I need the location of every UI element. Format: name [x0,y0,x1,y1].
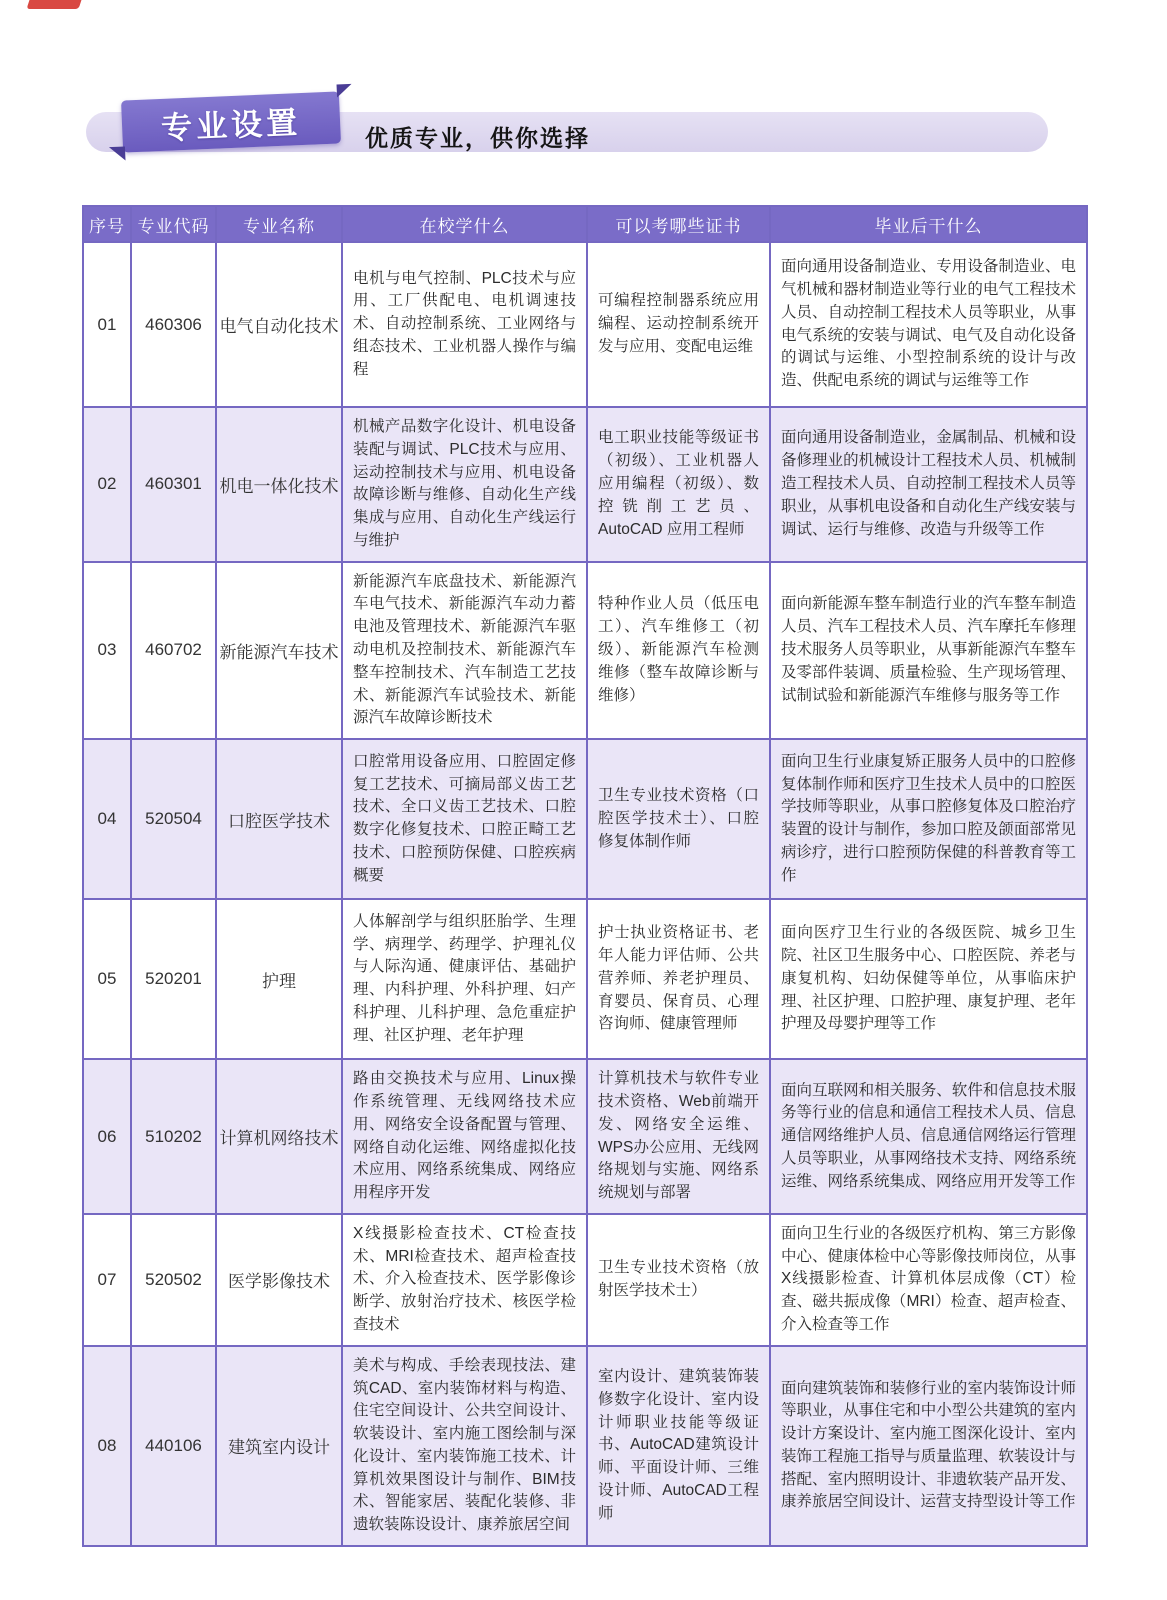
header-learn: 在校学什么 [342,206,587,242]
table-row [83,1346,1087,1546]
majors-table [82,205,1088,1547]
major-name-cell: 计算机网络技术 [216,1059,342,1214]
certs-cell: 特种作业人员（低压电工）、汽车维修工（初级）、新能源汽车检测维修（整车故障诊断与维修） [587,562,770,739]
code-cell: 440106 [131,1346,216,1546]
after-cell: 面向互联网和相关服务、软件和信息技术服务等行业的信息和通信工程技术人员、信息通信网络维护人员、信息通信网络运行管理人员等职业，从事网络技术支持、网络系统运维、网络系统集成、网络应用开发等工作 [770,1059,1087,1214]
serial-cell: 08 [83,1346,131,1546]
certs-cell: 计算机技术与软件专业技术资格、Web前端开发、网络安全运维、WPS办公应用、无线网络规划与实施、网络系统规划与部署 [587,1059,770,1214]
learn-cell: 口腔常用设备应用、口腔固定修复工艺技术、可摘局部义齿工艺技术、全口义齿工艺技术、口腔数字化修复技术、口腔正畸工艺技术、口腔预防保健、口腔疾病概要 [342,739,587,899]
major-name-cell: 新能源汽车技术 [216,562,342,739]
after-cell: 面向医疗卫生行业的各级医院、城乡卫生院、社区卫生服务中心、口腔医院、养老与康复机构、妇幼保健等单位，从事临床护理、社区护理、口腔护理、康复护理、老年护理及母婴护理等工作 [770,899,1087,1059]
code-cell: 520201 [131,899,216,1059]
after-cell: 面向通用设备制造业，金属制品、机械和设备修理业的机械设计工程技术人员、机械制造工程技术人员、自动控制工程技术人员等职业，从事机电设备和自动化生产线安装与调试、运行与维修、改造与升级等工作 [770,407,1087,562]
major-name-cell: 医学影像技术 [216,1214,342,1346]
learn-cell: 机械产品数字化设计、机电设备装配与调试、PLC技术与应用、运动控制技术与应用、机电设备故障诊断与维修、自动化生产线集成与应用、自动化生产线运行与维护 [342,407,587,562]
section-banner [0,90,1167,160]
certs-cell: 护士执业资格证书、老年人能力评估师、公共营养师、养老护理员、育婴员、保育员、心理咨询师、健康管理师 [587,899,770,1059]
code-cell: 460702 [131,562,216,739]
serial-cell: 01 [83,242,131,407]
certs-cell: 卫生专业技术资格（放射医学技术士） [587,1214,770,1346]
serial-cell: 06 [83,1059,131,1214]
major-name-cell: 护理 [216,899,342,1059]
header-major-name: 专业名称 [216,206,342,242]
code-cell: 520504 [131,739,216,899]
after-cell: 面向通用设备制造业、专用设备制造业、电气机械和器材制造业等行业的电气工程技术人员、自动控制工程技术人员等职业，从事电气系统的安装与调试、电气及自动化设备的调试与运维、小型控制系统的设计与改造、供配电系统的调试与运维等工作 [770,242,1087,407]
serial-cell: 05 [83,899,131,1059]
section-subtitle: 优质专业，供你选择 [365,125,590,151]
header-code: 专业代码 [131,206,216,242]
learn-cell: 美术与构成、手绘表现技法、建筑CAD、室内装饰材料与构造、住宅空间设计、公共空间设计、软装设计、室内施工图绘制与深化设计、室内装饰施工技术、计算机效果图设计与制作、BIM技术、智能家居、装配化装修、非遗软装陈设设计、康养旅居空间 [342,1346,587,1546]
major-name-cell: 口腔医学技术 [216,739,342,899]
major-name-cell: 电气自动化技术 [216,242,342,407]
serial-cell: 03 [83,562,131,739]
major-name-cell: 建筑室内设计 [216,1346,342,1546]
certs-cell: 电工职业技能等级证书（初级）、工业机器人应用编程（初级）、数控铣削工艺员、AutoCAD 应用工程师 [587,407,770,562]
table-row [83,899,1087,1059]
major-name-cell: 机电一体化技术 [216,407,342,562]
after-cell: 面向新能源车整车制造行业的汽车整车制造人员、汽车工程技术人员、汽车摩托车修理技术服务人员等职业，从事新能源汽车整车及零部件装调、质量检验、生产现场管理、试制试验和新能源汽车维修与服务等工作 [770,562,1087,739]
section-title: 专业设置 [160,104,302,146]
after-cell: 面向建筑装饰和装修行业的室内装饰设计师等职业，从事住宅和中小型公共建筑的室内设计方案设计、室内施工图深化设计、室内装饰工程施工指导与质量监理、软装设计与搭配、室内照明设计、非遗软装产品开发、康养旅居空间设计、运营支持型设计等工作 [770,1346,1087,1546]
table-row [83,562,1087,739]
learn-cell: 电机与电气控制、PLC技术与应用、工厂供配电、电机调速技术、自动控制系统、工业网络与组态技术、工业机器人操作与编程 [342,242,587,407]
table-row [83,739,1087,899]
table-header-row [83,206,1087,242]
code-cell: 460306 [131,242,216,407]
red-ribbon-remnant [27,0,82,9]
learn-cell: X线摄影检查技术、CT检查技术、MRI检查技术、超声检查技术、介入检查技术、医学影像诊断学、放射治疗技术、核医学检查技术 [342,1214,587,1346]
after-cell: 面向卫生行业的各级医疗机构、第三方影像中心、健康体检中心等影像技师岗位，从事X线摄影检查、计算机体层成像（CT）检查、磁共振成像（MRI）检查、超声检查、介入检查等工作 [770,1214,1087,1346]
certs-cell: 卫生专业技术资格（口腔医学技术士）、口腔修复体制作师 [587,739,770,899]
serial-cell: 02 [83,407,131,562]
banner-ribbon [121,91,341,152]
table-row [83,1214,1087,1346]
code-cell: 460301 [131,407,216,562]
learn-cell: 新能源汽车底盘技术、新能源汽车电气技术、新能源汽车动力蓄电池及管理技术、新能源汽车驱动电机及控制技术、新能源汽车整车控制技术、汽车制造工艺技术、新能源汽车试验技术、新能源汽车故障诊断技术 [342,562,587,739]
code-cell: 510202 [131,1059,216,1214]
after-cell: 面向卫生行业康复矫正服务人员中的口腔修复体制作师和医疗卫生技术人员中的口腔医学技师等职业，从事口腔修复体及口腔治疗装置的设计与制作，参加口腔及颌面部常见病诊疗，进行口腔预防保健的科普教育等工作 [770,739,1087,899]
table-row [83,1059,1087,1214]
table-row [83,407,1087,562]
learn-cell: 人体解剖学与组织胚胎学、生理学、病理学、药理学、护理礼仪与人际沟通、健康评估、基础护理、内科护理、外科护理、妇产科护理、儿科护理、急危重症护理、社区护理、老年护理 [342,899,587,1059]
certs-cell: 可编程控制器系统应用编程、运动控制系统开发与应用、变配电运维 [587,242,770,407]
serial-cell: 07 [83,1214,131,1346]
header-after: 毕业后干什么 [770,206,1087,242]
serial-cell: 04 [83,739,131,899]
table-row [83,242,1087,407]
header-serial: 序号 [83,206,131,242]
code-cell: 520502 [131,1214,216,1346]
header-certs: 可以考哪些证书 [587,206,770,242]
learn-cell: 路由交换技术与应用、Linux操作系统管理、无线网络技术应用、网络安全设备配置与管理、网络自动化运维、网络虚拟化技术应用、网络系统集成、网络应用程序开发 [342,1059,587,1214]
certs-cell: 室内设计、建筑装饰装修数字化设计、室内设计师职业技能等级证书、AutoCAD建筑设计师、平面设计师、三维设计师、AutoCAD工程师 [587,1346,770,1546]
